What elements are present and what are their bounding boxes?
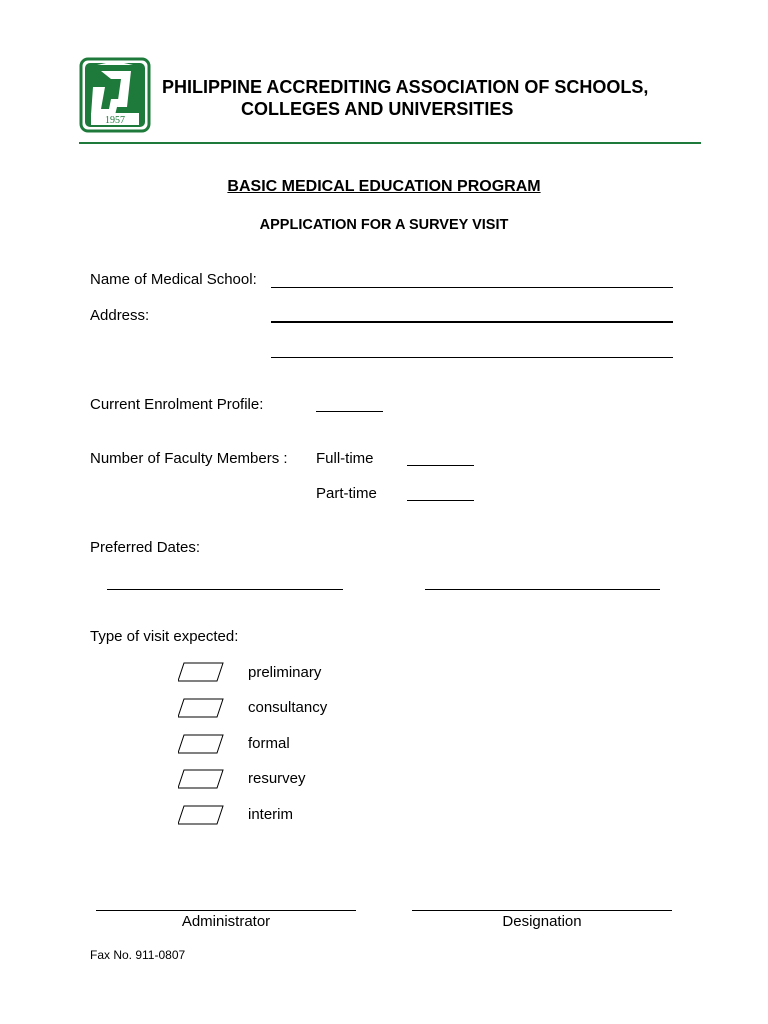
visit-option-label: formal: [248, 735, 290, 752]
visit-option-label: consultancy: [248, 699, 328, 716]
school-name-line[interactable]: [271, 287, 673, 288]
preferred-date-line-1[interactable]: [107, 589, 343, 590]
preferred-dates-label: Preferred Dates:: [90, 539, 201, 556]
org-name-line2: COLLEGES AND UNIVERSITIES: [241, 99, 514, 119]
address-line-2[interactable]: [271, 357, 673, 358]
designation-label: Designation: [502, 913, 582, 930]
preferred-date-line-2[interactable]: [425, 589, 660, 590]
preliminary-checkbox[interactable]: [178, 662, 218, 680]
designation-signature-line[interactable]: [412, 910, 672, 911]
full-time-line[interactable]: [407, 465, 474, 466]
paascu-logo: [79, 57, 151, 133]
visit-option-label: preliminary: [248, 664, 322, 681]
administrator-signature-line[interactable]: [96, 910, 356, 911]
address-line-1[interactable]: [271, 321, 673, 323]
org-name-line1: PHILIPPINE ACCREDITING ASSOCIATION OF SCHOOLS,: [162, 77, 649, 97]
school-name-label: Name of Medical School:: [90, 271, 257, 288]
fax-number: Fax No. 911-0807: [90, 948, 186, 962]
enrolment-line[interactable]: [316, 411, 383, 412]
faculty-label: Number of Faculty Members :: [90, 450, 288, 467]
consultancy-checkbox[interactable]: [178, 698, 218, 716]
part-time-line[interactable]: [407, 500, 474, 501]
visit-type-label: Type of visit expected:: [90, 628, 239, 645]
form-title: APPLICATION FOR A SURVEY VISIT: [259, 217, 509, 233]
header-rule: [79, 142, 701, 144]
logo-year: 1957: [105, 115, 125, 126]
address-label: Address:: [90, 307, 150, 324]
resurvey-checkbox[interactable]: [178, 769, 218, 787]
enrolment-label: Current Enrolment Profile:: [90, 396, 264, 413]
visit-option-label: resurvey: [248, 770, 306, 787]
part-time-label: Part-time: [316, 485, 377, 502]
program-title: BASIC MEDICAL EDUCATION PROGRAM: [227, 178, 541, 195]
administrator-label: Administrator: [181, 913, 271, 930]
interim-checkbox[interactable]: [178, 805, 218, 823]
formal-checkbox[interactable]: [178, 734, 218, 752]
full-time-label: Full-time: [316, 450, 374, 467]
visit-option-label: interim: [248, 806, 294, 823]
